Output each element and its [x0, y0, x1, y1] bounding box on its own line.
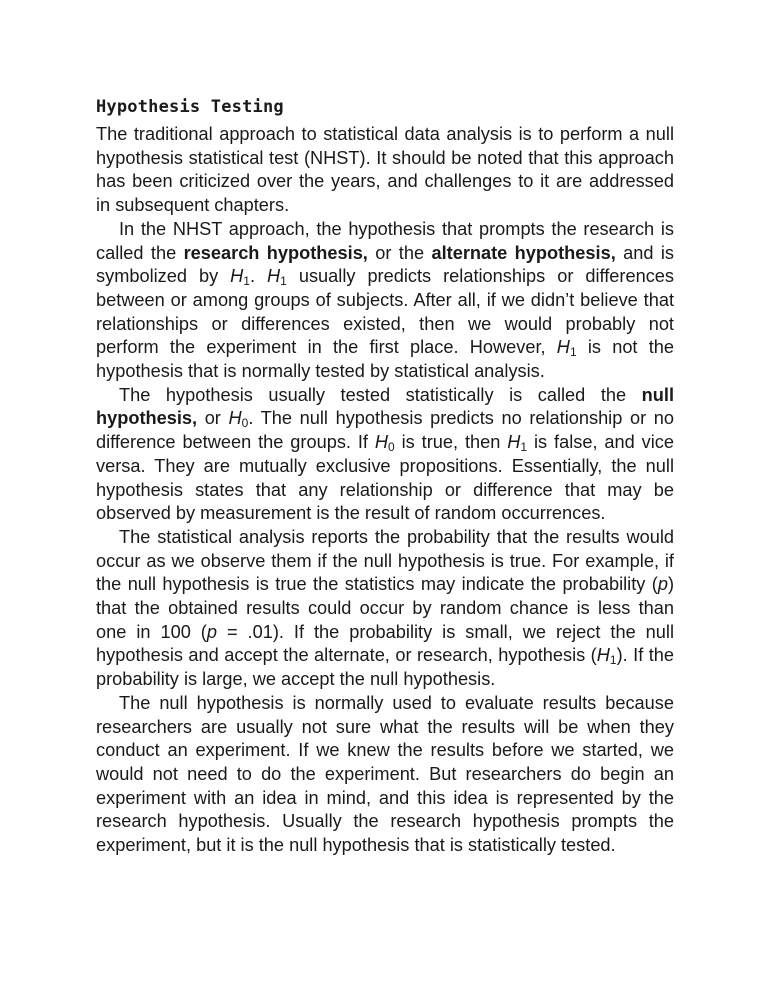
symbol-subscript: 1	[609, 653, 617, 668]
p5-text: The null hypothesis is normally used to evaluate results because researchers are usually not sure what the results will be when they conduct an experiment. If we knew the results before we started, we would not need to do the experiment. But researchers do begin an experiment with an idea in mind, and this idea is represented by the research hypothesis. Usually the research hypothesis prompts the experiment, but it is the null hypothesis that is statistically tested.	[96, 692, 674, 856]
symbol-p: p	[657, 574, 668, 595]
p2-text-2: or the	[367, 242, 432, 263]
term-research-hypothesis: research hypothesis,	[183, 242, 368, 263]
p3-text-2: or	[197, 408, 229, 429]
symbol-h: H	[556, 337, 570, 358]
p2-text-6: is not the hypothesis that is normally tested by statistical analysis.	[96, 337, 674, 382]
symbol-h: H	[374, 432, 389, 453]
symbol-h: H	[230, 266, 244, 287]
p3-text-1: The hypothesis usually tested statistically is called the	[119, 384, 642, 405]
p4-text-1: The statistical analysis reports the probability that the results would occur as we observe them if the null hypothesis is true. For example, if the null hypothesis is true the statistics may indicate the probability (	[96, 526, 674, 595]
term-alternate-hypothesis: alternate hypothesis,	[431, 242, 616, 263]
symbol-subscript: 1	[243, 274, 250, 289]
p2-text-4: .	[249, 266, 268, 287]
p3-text-3: . The null hypothesis predicts no relationship or no difference between the groups. If	[96, 408, 674, 453]
section-heading: Hypothesis Testing	[96, 97, 284, 117]
symbol-p: p	[206, 621, 217, 642]
p1-text: The traditional approach to statistical data analysis is to perform a null hypothesis statistical test (NHST). It should be noted that this approach has been criticized over the years, and challenges to it are addressed in subsequent chapters.	[96, 124, 674, 216]
document-page	[96, 95, 674, 858]
p2-text-1: In the NHST approach, the hypothesis that prompts the research is called the	[96, 218, 674, 263]
p4-text-4: ). If the probability is large, we accept the null hypothesis.	[96, 645, 674, 690]
p3-text-4: is true, then	[394, 432, 508, 453]
paragraph-4	[96, 526, 674, 692]
symbol-h: H	[228, 408, 242, 429]
symbol-subscript: 0	[388, 440, 395, 455]
symbol-subscript: 0	[241, 416, 249, 431]
symbol-subscript: 1	[520, 440, 528, 455]
paragraph-1	[96, 123, 674, 218]
paragraph-5	[96, 692, 674, 858]
symbol-subscript: 1	[569, 345, 577, 360]
symbol-h: H	[507, 432, 521, 453]
paragraph-2	[96, 218, 674, 384]
term-null-hypothesis: null hypothesis,	[96, 384, 674, 429]
p4-text-3: = .01). If the probability is small, we reject the null hypothesis and accept the alternate, or research, hypothesis (	[96, 621, 674, 666]
p2-text-5: usually predicts relationships or differences between or among groups of subjects. After all, if we didn’t believe that relationships or differences existed, then we would probably not perform the experiment in the first place. However,	[96, 266, 674, 358]
paragraph-3	[96, 384, 674, 526]
p4-text-2: ) that the obtained results could occur by random chance is less than one in 100 (	[96, 574, 674, 642]
symbol-h: H	[267, 266, 281, 287]
p3-text-5: is false, and vice versa. They are mutually exclusive propositions. Essentially, the null hypothesis states that any relationship or difference that may be observed by measurement is the result of random occurrences.	[96, 432, 675, 524]
symbol-h: H	[596, 645, 610, 666]
p2-text-3: and is symbolized by	[96, 242, 674, 287]
symbol-subscript: 1	[280, 274, 287, 289]
